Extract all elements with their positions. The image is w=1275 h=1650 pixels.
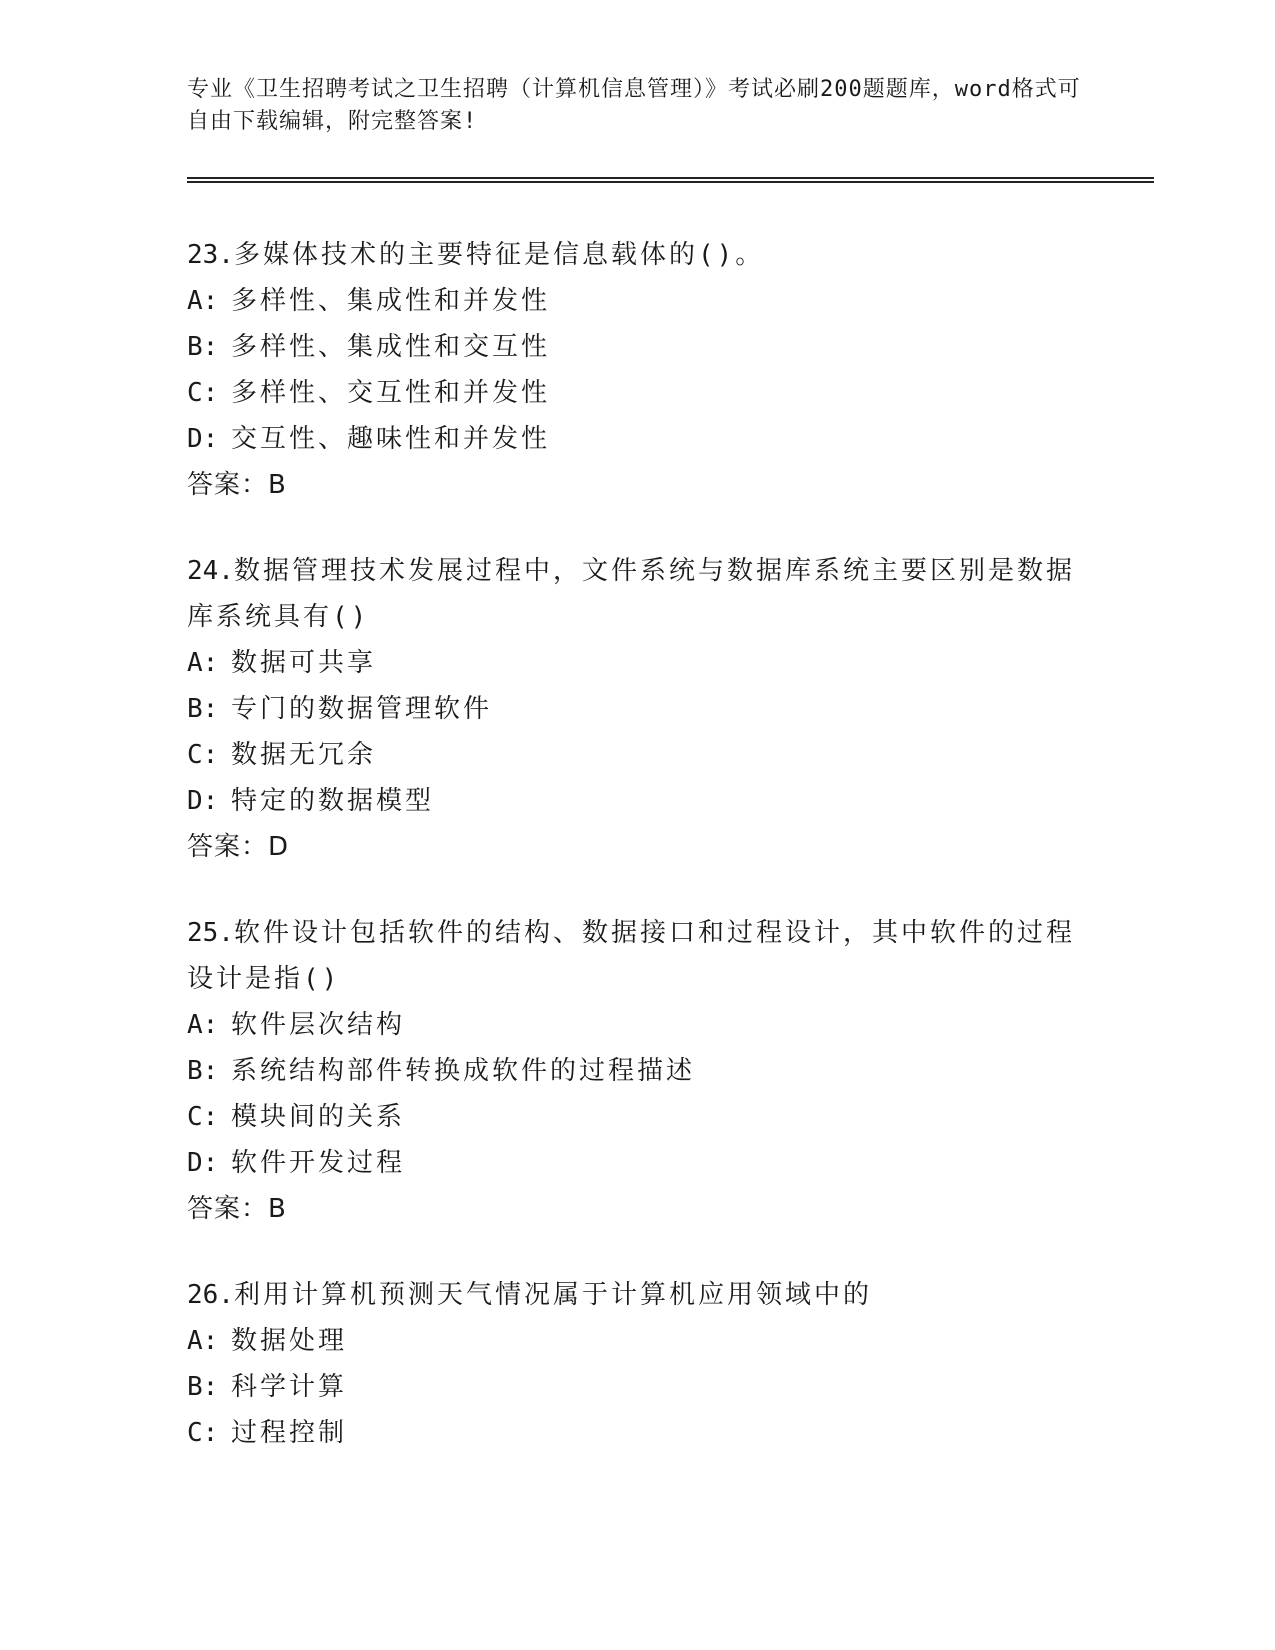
option-text: 过程控制 (231, 1418, 348, 1448)
option-text: 软件开发过程 (231, 1148, 406, 1178)
question-23 (187, 232, 1087, 508)
question-text: 软件设计包括软件的结构、数据接口和过程设计，其中软件的过程设计是指() (187, 918, 1075, 994)
option-key: C: (187, 740, 219, 770)
option-text: 数据可共享 (231, 648, 377, 678)
option-key: B: (187, 1372, 219, 1402)
option-key: A: (187, 648, 219, 678)
option-key: A: (187, 286, 219, 316)
question-number: 25. (187, 918, 234, 948)
question-text: 多媒体技术的主要特征是信息载体的()。 (233, 240, 765, 270)
answer: 答案：B (187, 1194, 287, 1224)
option-text: 模块间的关系 (231, 1102, 406, 1132)
question-text: 利用计算机预测天气情况属于计算机应用领域中的 (233, 1280, 872, 1310)
option-b (187, 1048, 1087, 1094)
question-stem (187, 548, 1087, 640)
option-c (187, 1094, 1087, 1140)
option-key: C: (187, 378, 219, 408)
option-b (187, 324, 1087, 370)
question-number: 24. (187, 556, 234, 586)
option-b (187, 1364, 1087, 1410)
option-text: 特定的数据模型 (231, 786, 435, 816)
option-text: 科学计算 (231, 1372, 348, 1402)
option-key: C: (187, 1102, 219, 1132)
option-key: D: (187, 424, 219, 454)
option-a (187, 1002, 1087, 1048)
option-text: 软件层次结构 (231, 1010, 406, 1040)
option-a (187, 1318, 1087, 1364)
option-text: 专门的数据管理软件 (231, 694, 493, 724)
option-text: 数据处理 (231, 1326, 348, 1356)
option-text: 多样性、交互性和并发性 (231, 378, 551, 408)
question-24 (187, 548, 1087, 870)
option-c (187, 370, 1087, 416)
question-stem (187, 232, 1087, 278)
question-list (187, 232, 1087, 1496)
question-number: 23. (187, 240, 234, 270)
option-text: 系统结构部件转换成软件的过程描述 (231, 1056, 696, 1086)
header-double-rule (187, 177, 1154, 183)
option-key: A: (187, 1326, 219, 1356)
option-key: D: (187, 786, 219, 816)
option-text: 交互性、趣味性和并发性 (231, 424, 551, 454)
option-d (187, 416, 1087, 462)
option-d (187, 778, 1087, 824)
option-text: 数据无冗余 (231, 740, 377, 770)
document-header: 专业《卫生招聘考试之卫生招聘（计算机信息管理）》考试必刷200题题库，word格式可自由下载编辑，附完整答案! (187, 77, 1081, 134)
option-a (187, 278, 1087, 324)
option-key: B: (187, 332, 219, 362)
question-25 (187, 910, 1087, 1232)
question-stem (187, 1272, 1087, 1318)
option-key: A: (187, 1010, 219, 1040)
question-stem (187, 910, 1087, 1002)
answer: 答案：D (187, 832, 290, 862)
option-key: B: (187, 694, 219, 724)
option-b (187, 686, 1087, 732)
question-text: 数据管理技术发展过程中，文件系统与数据库系统主要区别是数据库系统具有() (187, 556, 1075, 632)
answer: 答案：B (187, 470, 287, 500)
option-key: C: (187, 1418, 219, 1448)
option-d (187, 1140, 1087, 1186)
option-c (187, 732, 1087, 778)
option-key: D: (187, 1148, 219, 1178)
option-text: 多样性、集成性和并发性 (231, 286, 551, 316)
option-key: B: (187, 1056, 219, 1086)
option-c (187, 1410, 1087, 1456)
question-number: 26. (187, 1280, 234, 1310)
option-a (187, 640, 1087, 686)
question-26 (187, 1272, 1087, 1456)
option-text: 多样性、集成性和交互性 (231, 332, 551, 362)
